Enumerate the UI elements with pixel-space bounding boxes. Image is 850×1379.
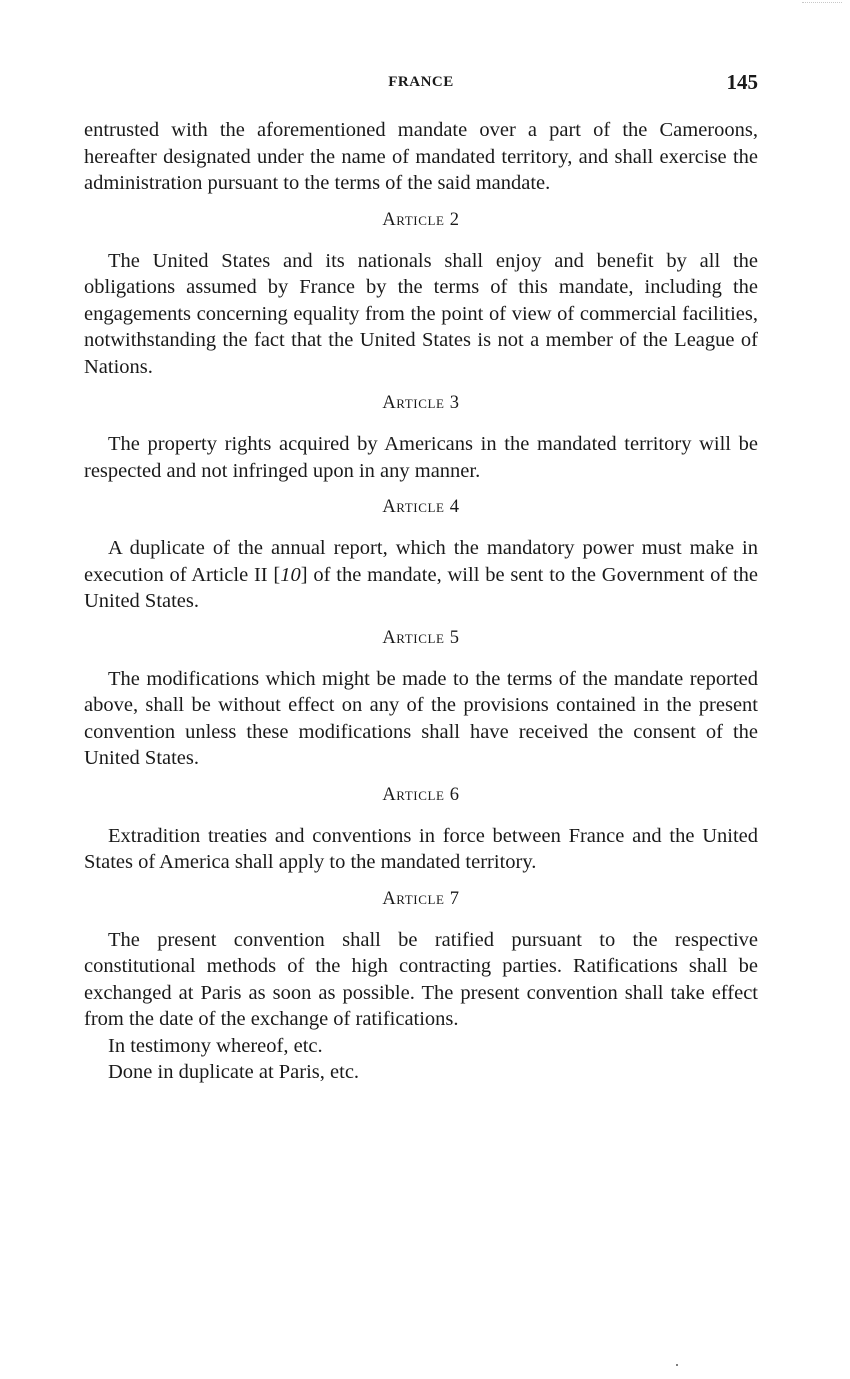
article-3-text: The property rights acquired by Americans in the mandated territory will be respected and not infringed upon in any manner. bbox=[84, 433, 758, 482]
article-5-heading: Article 5 bbox=[382, 627, 460, 648]
article-6-text: Extradition treaties and conventions in force between France and the United States of America shall apply to the mandated territory. bbox=[84, 824, 758, 873]
article-2-text: The United States and its nationals shall enjoy and benefit by all the obligations assumed by France by the terms of this mandate, including the engagements concerning equality from the point of view of commercial facilities, notwithstanding the fact that the United States is not a member of the League of Nations. bbox=[84, 249, 758, 378]
article-7-text: The present convention shall be ratified pursuant to the respective constitutional methods of the high contracting parties. Ratifications shall be exchanged at Paris as soon as possible. The present convention shall take effect from the date of the exchange of ratifications. bbox=[84, 928, 758, 1030]
article-7-heading: Article 7 bbox=[382, 888, 460, 909]
article-4-text bbox=[84, 535, 758, 615]
scan-speck bbox=[676, 1364, 678, 1366]
article-4-text-before: A duplicate of the annual report, which the mandatory power must make in execution of Article II [ bbox=[84, 537, 758, 586]
body-text bbox=[84, 117, 758, 1086]
closing-testimony: In testimony whereof, etc. bbox=[108, 1034, 323, 1057]
article-3-heading: Article 3 bbox=[382, 393, 460, 413]
opening-paragraph: entrusted with the aforementioned mandate over a part of the Cameroons, hereafter designated under the name of mandated territory, and shall exercise the administration pursuant to the terms of the said mandate. bbox=[84, 119, 758, 194]
article-4-reference: 10 bbox=[280, 563, 301, 586]
article-4-heading: Article 4 bbox=[382, 497, 460, 517]
article-6-heading: Article 6 bbox=[382, 784, 460, 805]
page-number: 145 bbox=[726, 70, 758, 94]
article-5-text: The modifications which might be made to the terms of the mandate reported above, shall be without effect on any of the provisions contained in the present convention unless these modifications shall have received the consent of the United States. bbox=[84, 667, 758, 769]
running-head: FRANCE bbox=[388, 74, 454, 90]
page-header bbox=[84, 70, 758, 100]
article-2-heading: Article 2 bbox=[382, 209, 460, 230]
article-4-text-after: ] of the mandate, will be sent to the Government of the United States. bbox=[84, 563, 758, 612]
closing-done: Done in duplicate at Paris, etc. bbox=[108, 1061, 360, 1083]
scan-corner-mark bbox=[802, 2, 842, 5]
